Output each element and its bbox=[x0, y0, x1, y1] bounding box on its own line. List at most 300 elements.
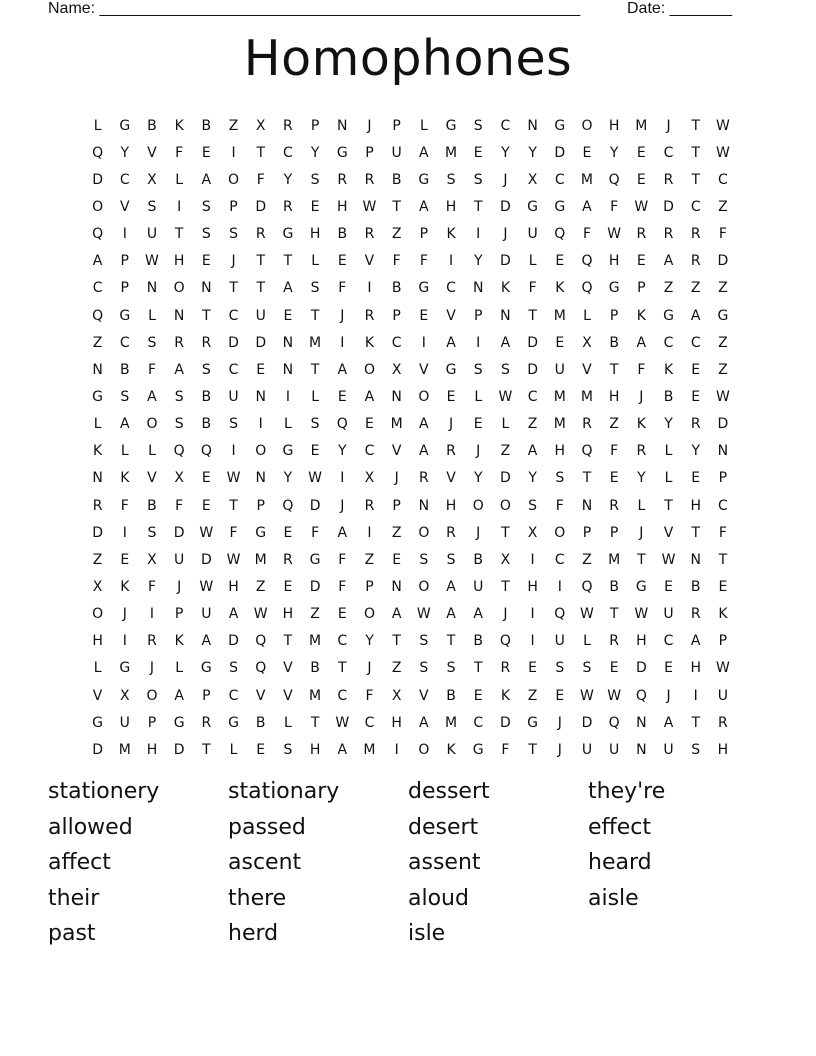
grid-letter: Z bbox=[92, 551, 103, 568]
grid-letter: U bbox=[255, 307, 266, 324]
grid-letter: S bbox=[473, 361, 483, 378]
grid-letter: I bbox=[367, 280, 372, 297]
grid-letter: K bbox=[718, 606, 728, 623]
grid-letter: B bbox=[663, 388, 674, 405]
grid-letter: A bbox=[636, 334, 647, 351]
grid-letter: F bbox=[175, 144, 184, 161]
grid-letter: U bbox=[527, 226, 538, 243]
word-bank-item: there bbox=[228, 885, 287, 911]
grid-letter: L bbox=[148, 443, 156, 460]
grid-letter: G bbox=[282, 443, 294, 460]
grid-letter: T bbox=[283, 633, 293, 650]
grid-letter: J bbox=[448, 416, 454, 433]
grid-letter: I bbox=[530, 551, 535, 568]
grid-letter: Q bbox=[635, 687, 647, 704]
grid-letter: F bbox=[555, 497, 564, 514]
grid-row bbox=[84, 655, 737, 682]
grid-letter: D bbox=[581, 714, 593, 731]
grid-letter: X bbox=[255, 117, 266, 134]
grid-letter: X bbox=[147, 171, 157, 188]
grid-letter: T bbox=[446, 633, 456, 650]
grid-letter: E bbox=[201, 253, 211, 270]
grid-letter: W bbox=[416, 606, 431, 623]
grid-letter: A bbox=[283, 280, 293, 297]
grid-letter: D bbox=[173, 741, 185, 758]
grid-letter: E bbox=[473, 687, 483, 704]
grid-letter: C bbox=[364, 443, 375, 460]
grid-letter: E bbox=[555, 253, 565, 270]
grid-letter: P bbox=[365, 578, 374, 595]
grid-letter: S bbox=[419, 660, 429, 677]
grid-row bbox=[84, 682, 737, 709]
grid-letter: J bbox=[503, 226, 508, 243]
grid-letter: S bbox=[691, 741, 701, 758]
grid-letter: X bbox=[582, 334, 592, 351]
grid-letter: B bbox=[473, 633, 484, 650]
grid-letter: H bbox=[445, 198, 457, 215]
grid-letter: T bbox=[392, 633, 401, 650]
grid-letter: R bbox=[364, 307, 375, 324]
grid-letter: N bbox=[418, 497, 430, 514]
grid-letter: T bbox=[582, 470, 592, 487]
grid-letter: H bbox=[282, 606, 294, 623]
grid-letter: F bbox=[610, 198, 619, 215]
grid-letter: Y bbox=[691, 443, 700, 460]
grid-letter: V bbox=[147, 144, 157, 161]
grid-letter: J bbox=[367, 660, 372, 677]
grid-letter: H bbox=[717, 741, 729, 758]
word-bank-item: affect bbox=[48, 850, 111, 876]
grid-letter: L bbox=[637, 497, 646, 514]
grid-row bbox=[84, 356, 737, 383]
grid-letter: X bbox=[527, 524, 538, 541]
grid-letter: E bbox=[201, 144, 211, 161]
grid-letter: E bbox=[446, 388, 456, 405]
grid-letter: P bbox=[392, 117, 401, 134]
grid-letter: P bbox=[392, 497, 401, 514]
grid-row bbox=[84, 248, 737, 275]
grid-letter: I bbox=[122, 633, 127, 650]
grid-letter: O bbox=[92, 198, 104, 215]
grid-letter: H bbox=[554, 443, 566, 460]
grid-letter: E bbox=[664, 660, 673, 677]
grid-letter: E bbox=[310, 198, 320, 215]
grid-letter: H bbox=[527, 578, 538, 595]
grid-letter: G bbox=[255, 524, 267, 541]
grid-letter: T bbox=[392, 198, 401, 215]
grid-letter: S bbox=[201, 198, 211, 215]
grid-letter: E bbox=[636, 144, 646, 161]
grid-letter: C bbox=[228, 361, 239, 378]
grid-letter: O bbox=[418, 524, 430, 541]
grid-letter: K bbox=[636, 307, 646, 324]
grid-letter: C bbox=[718, 171, 728, 188]
grid-letter: O bbox=[363, 606, 375, 623]
grid-letter: M bbox=[363, 741, 376, 758]
grid-letter: Q bbox=[554, 226, 566, 243]
grid-letter: Q bbox=[92, 226, 104, 243]
grid-letter: A bbox=[419, 714, 429, 731]
grid-letter: N bbox=[337, 117, 348, 134]
grid-letter: U bbox=[146, 226, 158, 243]
grid-letter: G bbox=[418, 280, 430, 297]
grid-letter: I bbox=[122, 226, 127, 243]
grid-letter: S bbox=[500, 361, 510, 378]
grid-letter: J bbox=[367, 117, 372, 134]
grid-letter: L bbox=[93, 416, 102, 433]
grid-letter: H bbox=[690, 497, 701, 514]
grid-letter: E bbox=[582, 144, 592, 161]
grid-letter: B bbox=[609, 578, 619, 595]
grid-row bbox=[84, 166, 737, 193]
grid-letter: W bbox=[498, 388, 513, 405]
grid-letter: D bbox=[635, 660, 647, 677]
grid-letter: I bbox=[693, 687, 698, 704]
grid-letter: C bbox=[119, 171, 130, 188]
grid-letter: E bbox=[310, 443, 320, 460]
grid-letter: J bbox=[177, 578, 182, 595]
grid-letter: D bbox=[500, 470, 511, 487]
grid-letter: P bbox=[120, 253, 129, 270]
grid-letter: L bbox=[284, 416, 292, 433]
grid-letter: D bbox=[663, 198, 674, 215]
grid-letter: A bbox=[500, 334, 511, 351]
letter-grid bbox=[84, 112, 737, 763]
grid-letter: L bbox=[175, 660, 184, 677]
grid-letter: R bbox=[500, 660, 511, 677]
grid-letter: T bbox=[283, 253, 293, 270]
grid-letter: S bbox=[229, 660, 238, 677]
grid-letter: S bbox=[310, 416, 320, 433]
grid-letter: M bbox=[309, 687, 322, 704]
grid-letter: O bbox=[418, 578, 430, 595]
grid-letter: G bbox=[282, 226, 294, 243]
grid-letter: A bbox=[663, 253, 674, 270]
grid-letter: A bbox=[228, 606, 239, 623]
grid-letter: R bbox=[364, 497, 375, 514]
grid-letter: A bbox=[690, 633, 701, 650]
word-bank-item: heard bbox=[588, 850, 652, 876]
grid-letter: S bbox=[473, 117, 483, 134]
grid-letter: S bbox=[147, 524, 157, 541]
grid-letter: T bbox=[528, 307, 537, 324]
grid-letter: C bbox=[92, 280, 103, 297]
grid-letter: S bbox=[147, 334, 157, 351]
grid-letter: F bbox=[582, 226, 591, 243]
grid-letter: O bbox=[499, 497, 511, 514]
word-bank-item: aloud bbox=[408, 885, 469, 911]
grid-letter: E bbox=[337, 253, 347, 270]
grid-row bbox=[84, 465, 737, 492]
grid-letter: S bbox=[446, 171, 456, 188]
grid-letter: N bbox=[636, 741, 647, 758]
grid-letter: T bbox=[691, 144, 700, 161]
grid-letter: P bbox=[174, 606, 184, 623]
grid-letter: S bbox=[229, 416, 238, 433]
grid-letter: D bbox=[255, 334, 267, 351]
grid-letter: D bbox=[200, 551, 212, 568]
grid-letter: F bbox=[637, 361, 646, 378]
grid-letter: G bbox=[445, 361, 457, 378]
grid-letter: S bbox=[528, 497, 538, 514]
grid-letter: O bbox=[92, 606, 104, 623]
grid-letter: J bbox=[340, 497, 345, 514]
grid-letter: C bbox=[473, 714, 484, 731]
grid-letter: T bbox=[310, 307, 320, 324]
grid-letter: G bbox=[527, 714, 539, 731]
grid-letter: G bbox=[717, 307, 729, 324]
grid-letter: G bbox=[663, 307, 674, 324]
grid-letter: W bbox=[199, 524, 214, 541]
word-bank-item: ascent bbox=[228, 850, 302, 876]
word-bank-item: their bbox=[48, 885, 100, 911]
grid-letter: E bbox=[691, 388, 701, 405]
grid-letter: B bbox=[201, 388, 212, 405]
grid-letter: R bbox=[92, 497, 103, 514]
grid-letter: H bbox=[309, 226, 321, 243]
grid-letter: L bbox=[419, 117, 428, 134]
grid-letter: L bbox=[93, 117, 102, 134]
grid-letter: E bbox=[664, 578, 673, 595]
grid-letter: T bbox=[310, 714, 320, 731]
grid-letter: Q bbox=[581, 578, 593, 595]
grid-letter: J bbox=[639, 388, 644, 405]
grid-letter: C bbox=[500, 117, 511, 134]
grid-letter: X bbox=[391, 361, 402, 378]
grid-letter: V bbox=[92, 687, 103, 704]
grid-letter: W bbox=[634, 198, 649, 215]
grid-letter: P bbox=[202, 687, 211, 704]
grid-letter: S bbox=[446, 660, 456, 677]
grid-letter: E bbox=[256, 741, 266, 758]
grid-row bbox=[84, 492, 737, 519]
grid-letter: V bbox=[663, 524, 674, 541]
grid-letter: B bbox=[391, 280, 402, 297]
grid-letter: F bbox=[120, 497, 129, 514]
grid-row bbox=[84, 601, 737, 628]
grid-letter: V bbox=[364, 253, 375, 270]
grid-letter: C bbox=[228, 687, 239, 704]
grid-letter: F bbox=[338, 551, 347, 568]
grid-letter: F bbox=[338, 280, 347, 297]
grid-letter: I bbox=[122, 524, 127, 541]
grid-letter: T bbox=[256, 144, 265, 161]
grid-letter: T bbox=[174, 226, 184, 243]
grid-letter: G bbox=[173, 714, 185, 731]
grid-letter: L bbox=[528, 253, 537, 270]
grid-letter: E bbox=[337, 606, 347, 623]
grid-letter: L bbox=[311, 388, 319, 405]
grid-letter: S bbox=[201, 226, 211, 243]
grid-letter: E bbox=[636, 253, 646, 270]
grid-letter: M bbox=[553, 416, 566, 433]
grid-letter: M bbox=[390, 416, 403, 433]
grid-letter: N bbox=[527, 117, 538, 134]
grid-letter: C bbox=[554, 171, 565, 188]
grid-letter: V bbox=[419, 687, 429, 704]
grid-letter: T bbox=[256, 280, 265, 297]
grid-letter: G bbox=[445, 117, 457, 134]
grid-letter: H bbox=[608, 117, 620, 134]
grid-letter: W bbox=[226, 470, 241, 487]
grid-letter: K bbox=[120, 470, 130, 487]
grid-letter: R bbox=[283, 551, 293, 568]
grid-letter: Z bbox=[228, 117, 239, 134]
word-bank-item: desert bbox=[408, 814, 479, 840]
grid-letter: Z bbox=[255, 578, 266, 595]
grid-letter: H bbox=[146, 741, 158, 758]
grid-letter: K bbox=[636, 416, 646, 433]
grid-letter: P bbox=[609, 524, 619, 541]
grid-letter: M bbox=[580, 171, 594, 188]
grid-letter: T bbox=[338, 660, 347, 677]
grid-row bbox=[84, 546, 737, 573]
grid-letter: C bbox=[337, 633, 348, 650]
grid-letter: Y bbox=[473, 253, 483, 270]
grid-letter: C bbox=[364, 714, 375, 731]
grid-letter: Z bbox=[310, 606, 320, 623]
grid-letter: H bbox=[636, 633, 647, 650]
grid-row bbox=[84, 302, 737, 329]
grid-letter: T bbox=[718, 551, 728, 568]
grid-letter: H bbox=[309, 741, 321, 758]
grid-letter: F bbox=[365, 687, 374, 704]
grid-letter: F bbox=[419, 253, 428, 270]
grid-letter: F bbox=[256, 171, 265, 188]
grid-letter: A bbox=[527, 443, 538, 460]
grid-letter: S bbox=[419, 551, 429, 568]
grid-letter: W bbox=[715, 144, 730, 161]
grid-letter: O bbox=[554, 524, 566, 541]
grid-letter: T bbox=[229, 280, 238, 297]
grid-letter: C bbox=[527, 388, 538, 405]
grid-letter: N bbox=[282, 334, 294, 351]
word-bank-item: passed bbox=[228, 814, 306, 840]
grid-letter: G bbox=[554, 198, 566, 215]
grid-letter: V bbox=[255, 687, 266, 704]
grid-letter: R bbox=[364, 171, 375, 188]
grid-letter: U bbox=[663, 741, 674, 758]
grid-letter: E bbox=[691, 361, 701, 378]
grid-letter: A bbox=[446, 334, 456, 351]
grid-letter: A bbox=[201, 171, 212, 188]
grid-letter: S bbox=[120, 388, 130, 405]
grid-letter: P bbox=[419, 226, 429, 243]
grid-letter: K bbox=[93, 443, 103, 460]
grid-letter: A bbox=[364, 388, 375, 405]
grid-letter: X bbox=[364, 470, 375, 487]
word-bank-item: past bbox=[48, 921, 96, 947]
grid-letter: W bbox=[226, 551, 241, 568]
grid-letter: A bbox=[201, 633, 212, 650]
grid-letter: T bbox=[310, 361, 320, 378]
grid-letter: X bbox=[92, 578, 103, 595]
name-field: Name: ______________________________________________________ bbox=[48, 0, 581, 17]
grid-letter: T bbox=[664, 497, 673, 514]
grid-letter: A bbox=[582, 198, 592, 215]
grid-letter: R bbox=[147, 633, 157, 650]
grid-letter: N bbox=[391, 578, 402, 595]
grid-letter: L bbox=[474, 388, 483, 405]
grid-letter: V bbox=[391, 443, 402, 460]
word-bank-item: aisle bbox=[588, 885, 639, 911]
grid-letter: Z bbox=[527, 416, 538, 433]
grid-letter: Q bbox=[608, 171, 620, 188]
grid-letter: I bbox=[421, 334, 426, 351]
grid-letter: O bbox=[173, 280, 185, 297]
grid-letter: M bbox=[553, 388, 566, 405]
grid-letter: W bbox=[199, 578, 214, 595]
grid-letter: S bbox=[147, 198, 157, 215]
grid-letter: I bbox=[367, 524, 372, 541]
grid-letter: C bbox=[283, 144, 293, 161]
grid-letter: Y bbox=[283, 171, 293, 188]
grid-letter: B bbox=[147, 117, 157, 134]
grid-row bbox=[84, 573, 737, 600]
grid-letter: N bbox=[717, 443, 729, 460]
grid-letter: I bbox=[258, 416, 263, 433]
grid-letter: U bbox=[609, 741, 620, 758]
grid-letter: V bbox=[283, 660, 293, 677]
grid-letter: L bbox=[284, 714, 292, 731]
grid-letter: Q bbox=[581, 253, 593, 270]
word-bank-item: assent bbox=[408, 850, 481, 876]
grid-letter: O bbox=[418, 388, 430, 405]
grid-row bbox=[84, 193, 737, 220]
grid-letter: U bbox=[554, 633, 565, 650]
grid-letter: J bbox=[557, 714, 562, 731]
grid-letter: G bbox=[336, 144, 348, 161]
grid-letter: G bbox=[472, 741, 484, 758]
grid-letter: J bbox=[340, 307, 345, 324]
grid-letter: N bbox=[146, 280, 158, 297]
grid-letter: O bbox=[146, 416, 158, 433]
grid-letter: G bbox=[200, 660, 212, 677]
grid-letter: U bbox=[174, 551, 185, 568]
grid-letter: Q bbox=[173, 443, 185, 460]
grid-letter: E bbox=[473, 144, 483, 161]
grid-letter: R bbox=[174, 334, 185, 351]
grid-letter: X bbox=[500, 551, 511, 568]
grid-letter: W bbox=[661, 551, 676, 568]
grid-letter: A bbox=[174, 361, 184, 378]
grid-letter: Z bbox=[690, 280, 701, 297]
grid-letter: B bbox=[446, 687, 456, 704]
grid-letter: R bbox=[418, 470, 429, 487]
grid-letter: E bbox=[283, 307, 293, 324]
grid-letter: M bbox=[118, 741, 131, 758]
grid-letter: S bbox=[283, 741, 293, 758]
grid-letter: N bbox=[282, 361, 294, 378]
grid-letter: E bbox=[419, 307, 429, 324]
grid-letter: T bbox=[501, 524, 510, 541]
grid-letter: B bbox=[201, 117, 212, 134]
grid-letter: H bbox=[92, 633, 103, 650]
grid-letter: Z bbox=[92, 334, 103, 351]
grid-letter: F bbox=[718, 524, 727, 541]
grid-letter: C bbox=[690, 198, 701, 215]
grid-letter: I bbox=[476, 226, 481, 243]
grid-letter: E bbox=[555, 687, 565, 704]
grid-letter: A bbox=[446, 606, 456, 623]
grid-letter: U bbox=[391, 144, 402, 161]
grid-letter: J bbox=[639, 524, 644, 541]
grid-letter: R bbox=[690, 226, 701, 243]
grid-letter: G bbox=[92, 388, 104, 405]
grid-letter: I bbox=[340, 334, 345, 351]
grid-letter: S bbox=[555, 660, 565, 677]
grid-letter: W bbox=[607, 226, 622, 243]
